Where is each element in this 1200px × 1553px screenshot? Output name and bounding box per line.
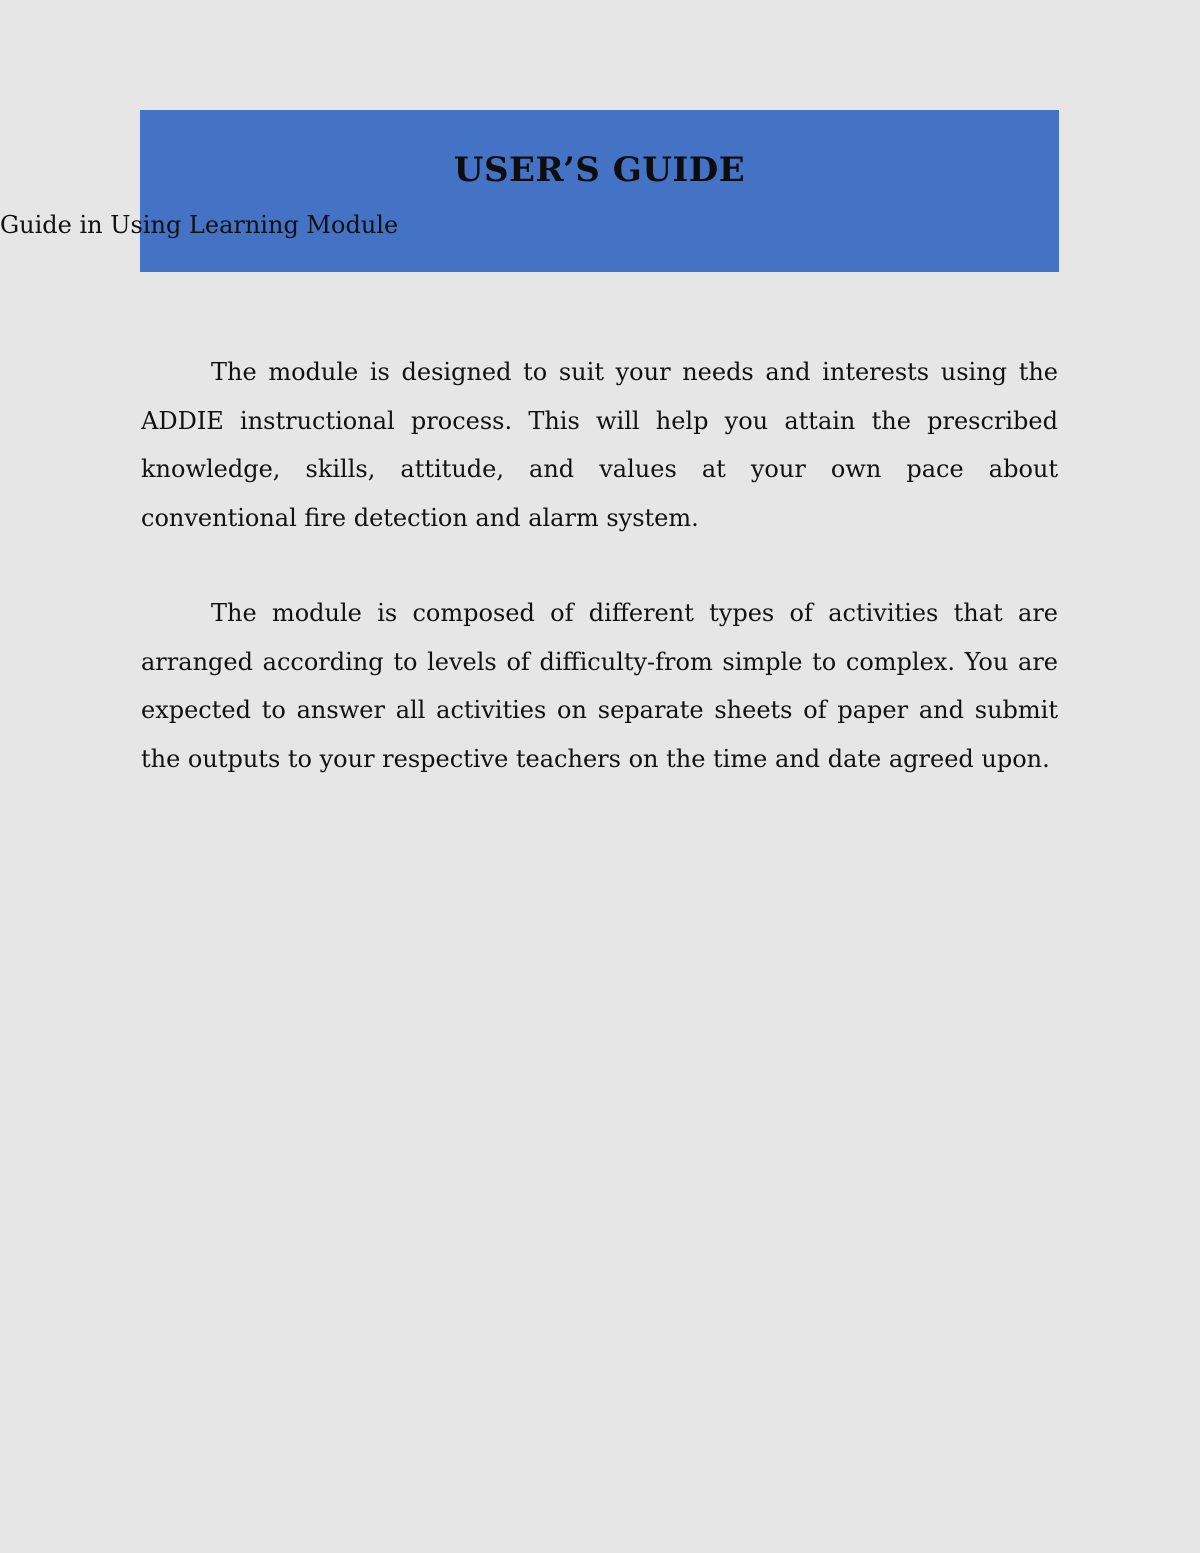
body-paragraph-2: The module is composed of different types of activities that are arranged according to levels of difficulty-from simple to complex. You are expected to answer all activities on separate sheets of paper and submit the outputs to your respective teachers on the time and date agreed upon. (141, 599, 1058, 773)
body-paragraph-1: The module is designed to suit your needs and interests using the ADDIE instructional process. This will help you attain the prescribed knowledge, skills, attitude, and values at your own pace about conventional fire detection and alarm system. (141, 358, 1058, 532)
title-banner (140, 110, 1059, 272)
page-title: USER’S GUIDE (453, 150, 746, 190)
page-subtitle: Guide in Using Learning Module (0, 211, 399, 239)
